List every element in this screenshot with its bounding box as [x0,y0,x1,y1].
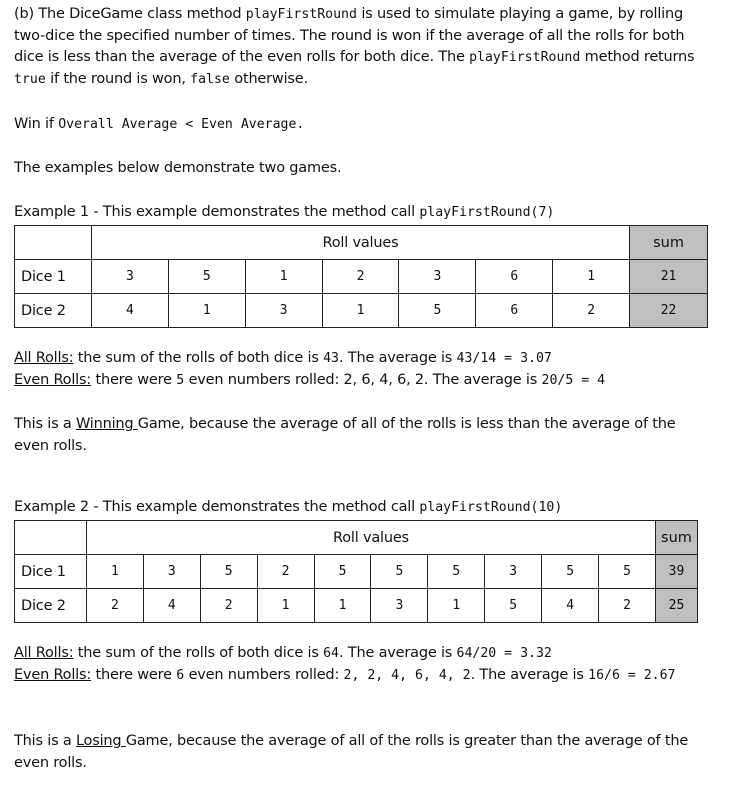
sum-header: sum [655,521,697,555]
even-rolls-count: 5 [176,373,185,388]
roll-cell: 1 [245,260,322,294]
table-row [15,294,708,328]
roll-cell: 1 [553,260,630,294]
all-rolls-label: All Rolls: [14,645,74,661]
false-code: false [190,71,230,87]
example1-call-code: playFirstRound(7) [419,205,555,220]
method-name-code: playFirstRound [469,50,581,66]
all-rolls-average: 64/20 = 3.32 [456,646,552,661]
all-rolls-text: the sum of the rolls of both dice is [73,645,324,661]
example2-all-rolls [14,643,552,665]
roll-cell: 3 [245,294,322,328]
empty-cell [15,521,87,555]
intro-text: (b) The DiceGame class method [14,6,246,22]
example1-all-rolls [14,348,552,370]
roll-cell: 3 [143,555,200,589]
dice1-label: Dice 1 [15,260,92,294]
example1-caption [14,202,554,224]
roll-cell: 5 [399,294,476,328]
roll-cell: 4 [542,589,599,623]
even-rolls-average: 16/6 = 2.67 [588,668,676,683]
roll-cell: 5 [485,589,542,623]
roll-cell: 5 [428,555,485,589]
example2-caption [14,497,562,519]
sum-cell: 25 [655,589,697,623]
even-rolls-text: even numbers rolled: [184,667,344,683]
intro-text: is used to simulate playing a game, by rolling two-dice the specified number of times. The round is won if the average of all the rolls for both dice is less than the average of the even rolls for both dice. The [14,6,685,66]
roll-cell: 5 [200,555,257,589]
roll-cell: 6 [476,294,553,328]
sum-cell: 21 [630,260,708,294]
roll-cell: 5 [599,555,656,589]
roll-cell: 4 [91,294,168,328]
even-rolls-average: 20/5 = 4 [541,373,606,388]
win-rule-code: Overall Average < Even Average. [58,117,305,132]
intro-text: if the round is won, [45,70,191,87]
roll-cell: 1 [428,589,485,623]
all-rolls-sum: 64 [323,646,339,661]
roll-cell: 5 [314,555,371,589]
roll-cell: 1 [314,589,371,623]
roll-cell: 2 [599,589,656,623]
roll-values-header: Roll values [91,226,629,260]
intro-paragraph [14,4,714,90]
even-rolls-label: Even Rolls: [14,372,92,388]
roll-cell: 2 [200,589,257,623]
example1-caption-text: Example 1 - This example demonstrates the method call [14,204,420,220]
all-rolls-average: 43/14 = 3.07 [456,351,552,366]
example2-table [14,520,698,623]
roll-cell: 1 [257,589,314,623]
conclusion-text: This is a [14,733,76,749]
roll-cell: 3 [91,260,168,294]
roll-cell: 5 [168,260,245,294]
roll-cell: 2 [257,555,314,589]
even-rolls-text: . The average is [470,667,589,683]
roll-cell: 3 [485,555,542,589]
roll-cell: 3 [371,589,428,623]
roll-cell: 4 [143,589,200,623]
roll-cell: 2 [322,260,399,294]
even-rolls-label: Even Rolls: [14,667,92,683]
roll-values-header: Roll values [86,521,655,555]
all-rolls-label: All Rolls: [14,350,74,366]
intro-text: method returns [580,49,695,66]
example1-table [14,225,708,328]
even-rolls-text: even numbers rolled: 2, 6, 4, 6, 2. The average is [184,372,542,388]
win-rule [14,114,304,136]
roll-cell: 2 [86,589,143,623]
roll-cell: 1 [322,294,399,328]
example1-even-rolls [14,370,605,392]
roll-cell: 1 [86,555,143,589]
intro-text: otherwise. [229,70,308,87]
conclusion-text: Game, because the average of all of the rolls is greater than the average of the even rolls. [14,733,689,771]
all-rolls-sum: 43 [323,351,339,366]
roll-cell: 1 [168,294,245,328]
example2-call-code: playFirstRound(10) [419,500,563,515]
sum-cell: 22 [630,294,708,328]
true-code: true [14,71,46,87]
even-rolls-text: there were [91,667,177,683]
empty-cell [15,226,92,260]
losing-word: Losing [75,733,126,749]
table-row [15,260,708,294]
all-rolls-text: . The average is [338,350,457,366]
dice2-label: Dice 2 [15,589,87,623]
all-rolls-text: . The average is [338,645,457,661]
even-rolls-text: there were [91,372,177,388]
roll-cell: 2 [553,294,630,328]
example2-header-row [15,521,698,555]
even-rolls-count: 6 [176,668,185,683]
roll-cell: 6 [476,260,553,294]
example2-conclusion [14,731,719,774]
examples-intro: The examples below demonstrate two games. [14,160,342,176]
roll-cell: 5 [371,555,428,589]
dice1-label: Dice 1 [15,555,87,589]
conclusion-text: Game, because the average of all of the rolls is less than the average of the even rolls. [14,416,676,454]
example2-even-rolls [14,665,719,687]
winning-word: Winning [75,416,138,432]
dice2-label: Dice 2 [15,294,92,328]
sum-header: sum [630,226,708,260]
example1-conclusion [14,414,714,457]
all-rolls-text: the sum of the rolls of both dice is [73,350,324,366]
method-name-code: playFirstRound [245,7,357,22]
win-rule-text: Win if [14,116,59,132]
sum-cell: 39 [655,555,697,589]
even-rolls-list: 2, 2, 4, 6, 4, 2 [343,668,471,683]
table-row [15,555,698,589]
table-row [15,589,698,623]
conclusion-text: This is a [14,416,76,432]
roll-cell: 5 [542,555,599,589]
roll-cell: 3 [399,260,476,294]
example1-header-row [15,226,708,260]
example2-caption-text: Example 2 - This example demonstrates the method call [14,499,420,515]
